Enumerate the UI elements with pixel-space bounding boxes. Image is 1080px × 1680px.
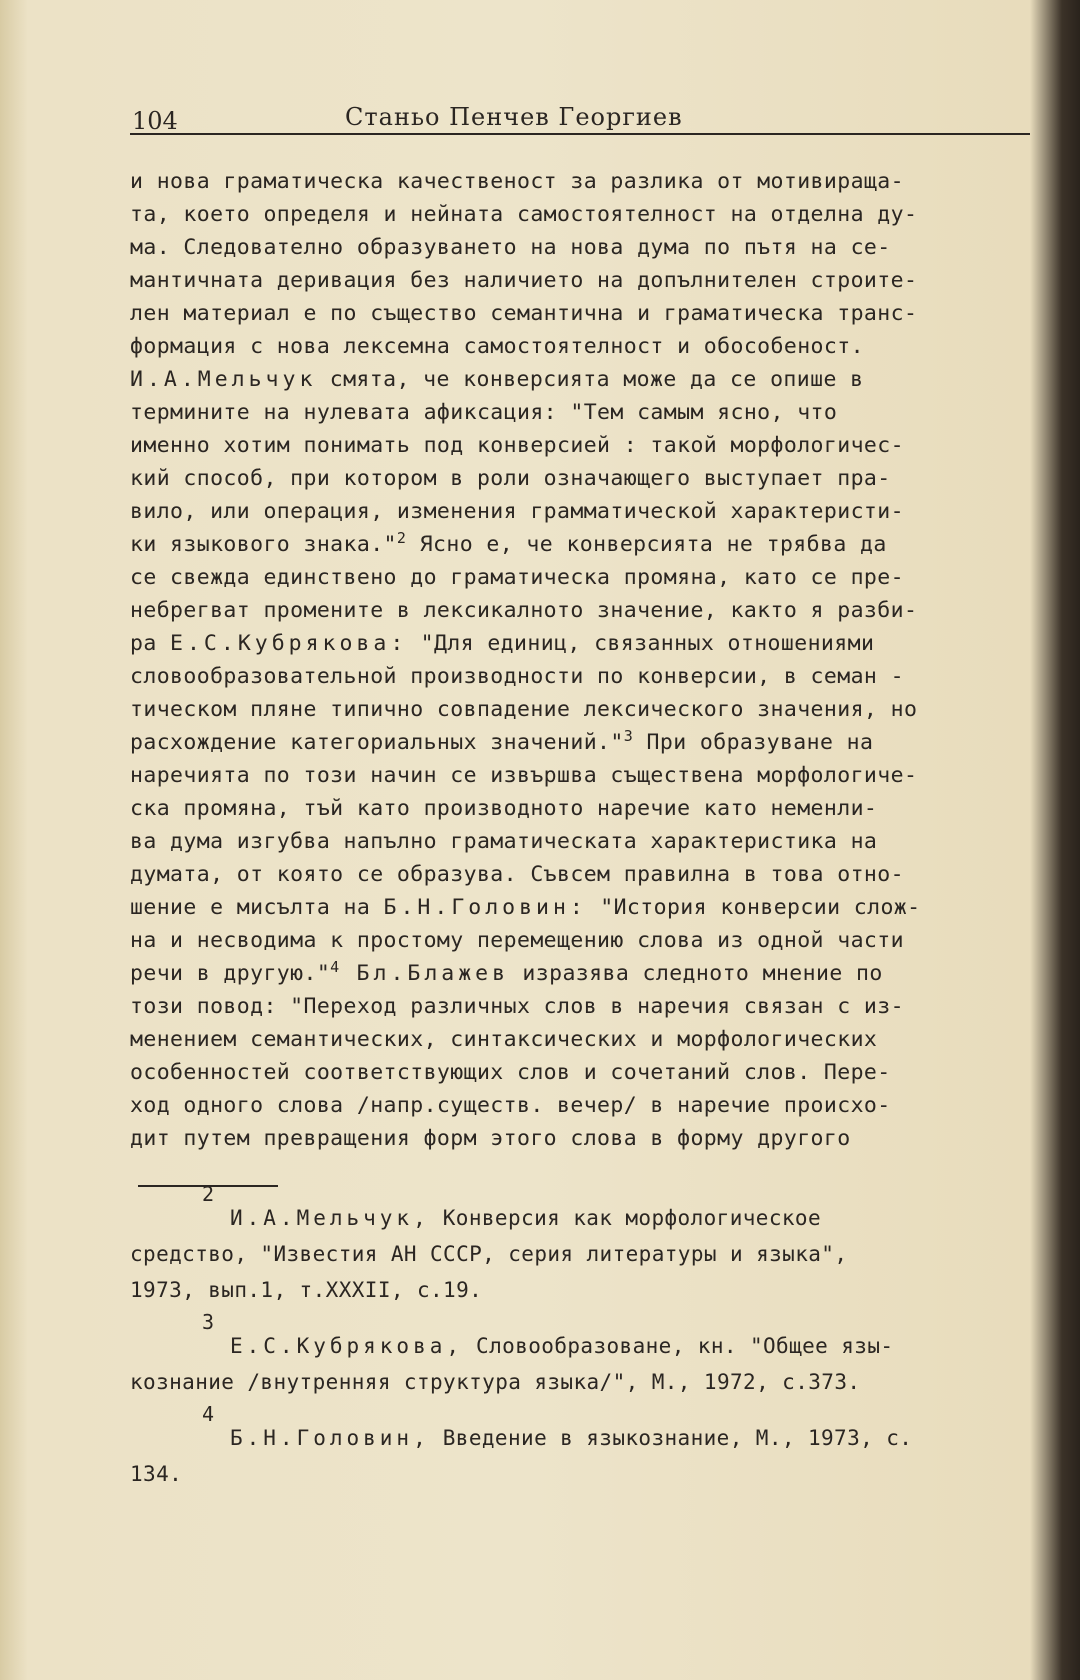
text-line: [130, 363, 1045, 396]
footnote-line: [130, 1190, 1045, 1236]
footnote-author: Е.С.Кубрякова,: [230, 1334, 464, 1358]
page-number: 104: [132, 107, 178, 135]
footnote-author: Б.Н.Головин,: [230, 1426, 430, 1450]
author-name: И.А.Мельчук: [130, 367, 317, 392]
text-line: дит путем превращения форм этого слова в форму другого: [130, 1126, 851, 1151]
footnote-line: 134.: [130, 1462, 183, 1486]
text-segment: Введение в языкознание, М., 1973, с.: [429, 1426, 913, 1450]
text-line: мантичната деривация без наличието на допълнителен строите-: [130, 268, 918, 293]
text-line: особенностей соответствующих слов и сочетаний слов. Пере-: [130, 1060, 891, 1085]
text-line: формация с нова лексемна самостоятелност и обособеност.: [130, 334, 864, 359]
text-segment: расхождение категориальных значений.": [130, 730, 624, 755]
footnote-line: [130, 1410, 1045, 1456]
text-line: тическом пляне типично совпадение лексического значения, но: [130, 697, 918, 722]
footnotes: [130, 1182, 1045, 1502]
text-line: термините на нулевата афиксация: "Тем самым ясно, что: [130, 400, 838, 425]
text-segment: речи в другую.": [130, 961, 331, 986]
text-line: [130, 957, 1045, 990]
text-line: ход одного слова /напр.существ. вечер/ в наречие происхо-: [130, 1093, 891, 1118]
text-line: думата, от която се образува. Съвсем правилна в това отно-: [130, 862, 904, 887]
footnote-number: 2: [202, 1182, 215, 1206]
text-line: небрегват промените в лексикалното значение, както я разби-: [130, 598, 918, 623]
footnote-line: средство, "Известия АН СССР, серия литературы и языка",: [130, 1242, 848, 1266]
text-line: лен материал е по същество семантична и граматическа транс-: [130, 301, 918, 326]
body-text: [130, 165, 1045, 1155]
footnote-line: 1973, вып.1, т.XXXII, с.19.: [130, 1278, 483, 1302]
footnote-ref: 3: [623, 727, 634, 745]
footnote-ref: 2: [396, 529, 407, 547]
author-name: Б.Н.Головин:: [383, 895, 587, 920]
footnote-line: [130, 1318, 1045, 1364]
footnote-line: кознание /внутренняя структура языка/", М., 1972, с.373.: [130, 1370, 861, 1394]
text-line: и нова граматическа качественост за разлика от мотивираща-: [130, 169, 904, 194]
text-line: се свежда единствено до граматическа промяна, като се пре-: [130, 565, 904, 590]
text-line: менением семантических, синтаксических и морфологических: [130, 1027, 878, 1052]
running-head: Станьо Пенчев Георгиев: [345, 103, 683, 131]
text-line: словообразовательной производности по конверсии, в семан -: [130, 664, 904, 689]
text-line: [130, 627, 1045, 660]
text-segment: шение е мисълта на: [130, 895, 384, 920]
text-line: [130, 528, 1045, 561]
footnote-2: [130, 1182, 1045, 1308]
text-segment: Конверсия как морфологическое: [429, 1206, 822, 1230]
text-line: ва дума изгубва напълно граматическата характеристика на: [130, 829, 878, 854]
text-segment: Словообразоване, кн. "Общее язы-: [463, 1334, 894, 1358]
text-line: кий способ, при котором в роли означающего выступает пра-: [130, 466, 891, 491]
text-segment: Ясно е, че конверсията не трябва да: [406, 532, 887, 557]
text-line: на и несводима к простому перемещению слова из одной части: [130, 928, 904, 953]
text-line: ска промяна, тъй като производното наречие като неменли-: [130, 796, 878, 821]
text-segment: ра: [130, 631, 171, 656]
footnote-3: [130, 1310, 1045, 1400]
text-segment: "История конверсии слож-: [586, 895, 921, 920]
text-segment: изразява следното мнение по: [509, 961, 883, 986]
text-line: именно хотим понимать под конверсией : такой морфологичес-: [130, 433, 904, 458]
text-line: та, което определя и нейната самостоятелност на отделна ду-: [130, 202, 918, 227]
text-segment: "Для единиц, связанных отношениями: [407, 631, 875, 656]
text-line: ма. Следователно образуването на нова дума по пътя на се-: [130, 235, 891, 260]
footnote-4: [130, 1402, 1045, 1492]
text-line: [130, 891, 1045, 924]
text-line: наречията по този начин се извършва съществена морфологиче-: [130, 763, 918, 788]
footnote-author: И.А.Мельчук,: [230, 1206, 430, 1230]
author-name: Е.С.Кубрякова:: [170, 631, 408, 656]
text-segment: ки языкового знака.": [130, 532, 397, 557]
footnote-ref: 4: [330, 958, 340, 976]
text-segment: смята, че конверсията може да се опише в: [316, 367, 864, 392]
text-line: вило, или операция, изменения грамматической характеристи-: [130, 499, 904, 524]
footnote-number: 3: [202, 1310, 215, 1334]
author-name: Бл.Блажев: [339, 961, 510, 986]
page-header: [130, 103, 1030, 135]
text-line: [130, 726, 1045, 759]
text-line: този повод: "Переход различных слов в наречия связан с из-: [130, 994, 904, 1019]
text-segment: При образуване на: [633, 730, 874, 755]
footnote-number: 4: [202, 1402, 215, 1426]
